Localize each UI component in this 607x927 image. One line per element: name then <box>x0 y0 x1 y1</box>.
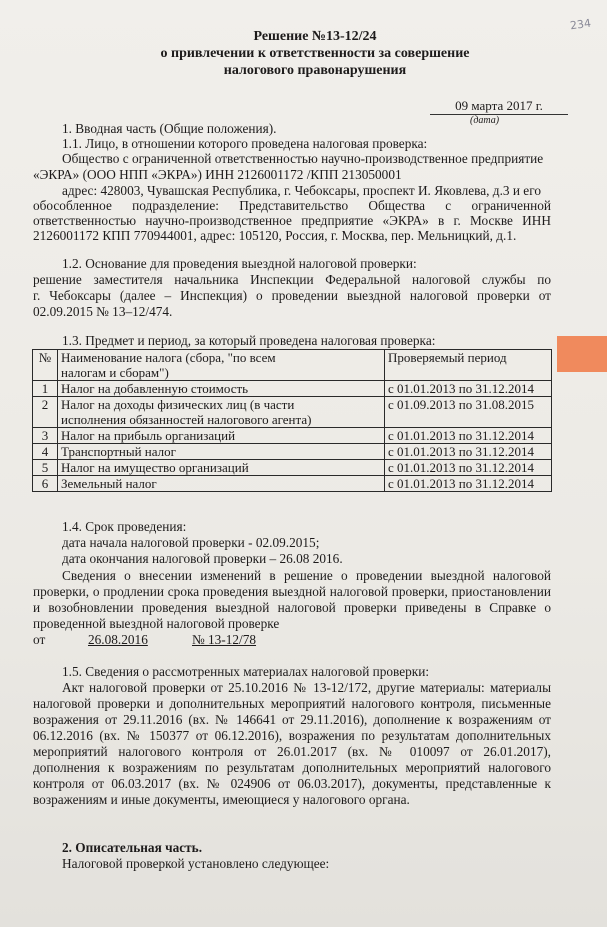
org-name-line1: Общество с ограниченной ответственностью научно-производственное предприятие <box>62 151 544 166</box>
section12-line1: решение заместителя начальника Инспекции Федеральной налоговой службы по <box>33 272 551 287</box>
changes-info-line2: проверки, о продлении срока проведения выездной налоговой проверки, приостановлении <box>33 584 551 599</box>
org-address: адрес: 428003, Чувашская Республика, г. Чебоксары, проспект И. Яковлева, д.3 и его <box>62 183 541 198</box>
section12-line3: 02.09.2015 № 13–12/474. <box>33 304 173 319</box>
table-row <box>33 428 552 444</box>
check-end-date: дата окончания налоговой проверки – 26.08 2016. <box>62 551 343 566</box>
section15-heading: 1.5. Сведения о рассмотренных материалах налоговой проверки: <box>62 664 430 679</box>
row-tax-name-line1: Налог на доходы физических лиц (в части <box>61 397 295 412</box>
section14-heading: 1.4. Срок проведения: <box>62 519 187 534</box>
row-number: 2 <box>33 397 58 428</box>
header-tax-name <box>58 350 385 381</box>
section11-heading: 1.1. Лицо, в отношении которого проведена налоговая проверка: <box>62 136 428 151</box>
header-tax-name-line1: Наименование налога (сбора, "по всем <box>61 350 276 365</box>
changes-info-line3: и возобновлении проведения выездной налоговой проверки приведены в Справке о <box>33 600 551 615</box>
decision-date: 09 марта 2017 г. <box>430 98 568 115</box>
org-name-line2: «ЭКРА» (ООО НПП «ЭКРА») ИНН 2126001172 /КПП 213050001 <box>33 167 402 182</box>
section2-line1: Налоговой проверкой установлено следующее: <box>62 856 330 871</box>
check-start-date: дата начала налоговой проверки - 02.09.2015; <box>62 535 320 550</box>
changes-info-line1: Сведения о внесении изменений в решение о проведении выездной налоговой <box>62 568 551 583</box>
table-row <box>33 444 552 460</box>
section1-heading: 1. Вводная часть (Общие положения). <box>62 121 277 136</box>
orange-sticky-tab <box>557 336 607 372</box>
changes-info-line4: проведенной выездной налоговой проверке <box>33 616 280 631</box>
reference-number: № 13-12/78 <box>192 632 257 647</box>
row-period: с 01.01.2013 по 31.12.2014 <box>385 428 552 444</box>
row-tax-name: Налог на добавленную стоимость <box>58 381 385 397</box>
row-period: с 01.01.2013 по 31.12.2014 <box>385 460 552 476</box>
table-header-row <box>33 350 552 381</box>
materials-line3: возражения от 29.11.2016 (вх. № 146641 от 29.11.2016), дополнение к возражениям от <box>33 712 551 727</box>
row-tax-name-line2: исполнения обязанностей налогового агента) <box>61 412 312 427</box>
materials-line7: контроля от 06.03.2017 (вх. № 024906 от 06.03.2017), документы, представленные к <box>33 776 551 791</box>
header-period: Проверяемый период <box>385 350 552 381</box>
section12-heading: 1.2. Основание для проведения выездной налоговой проверки: <box>62 256 417 271</box>
row-tax-name: Транспортный налог <box>58 444 385 460</box>
materials-line8: возражениям и иные документы, имеющиеся у налогового органа. <box>33 792 410 807</box>
table-row <box>33 460 552 476</box>
header-number: № <box>33 350 58 381</box>
row-period: с 01.01.2013 по 31.12.2014 <box>385 476 552 492</box>
row-period: с 01.01.2013 по 31.12.2014 <box>385 381 552 397</box>
row-number: 3 <box>33 428 58 444</box>
decision-title: Решение №13-12/24 <box>253 29 377 44</box>
branch-line1: обособленное подразделение: Представительство Общества с ограниченной <box>33 198 551 213</box>
handwritten-page-number: 234 <box>569 16 592 33</box>
row-number: 1 <box>33 381 58 397</box>
table-row <box>33 476 552 492</box>
row-tax-name: Налог на прибыль организаций <box>58 428 385 444</box>
table-row <box>33 381 552 397</box>
branch-line2: ответственностью научно-производственное предприятие «ЭКРА» в г. Москве ИНН <box>33 213 551 228</box>
row-tax-name <box>58 397 385 428</box>
reference-date: 26.08.2016 <box>88 632 148 647</box>
table-row <box>33 397 552 428</box>
branch-line3: 2126001172 КПП 770944001, адрес: 105120, Россия, г. Москва, пер. Мельницкий, д.1. <box>33 228 517 243</box>
section2-heading: 2. Описательная часть. <box>62 840 203 855</box>
section13-heading: 1.3. Предмет и период, за который проведена налоговая проверка: <box>62 333 436 348</box>
tax-table <box>32 349 552 492</box>
decision-subtitle-1: о привлечении к ответственности за совершение <box>160 46 470 61</box>
row-period: с 01.01.2013 по 31.12.2014 <box>385 444 552 460</box>
header-tax-name-line2: налогам и сборам") <box>61 365 169 380</box>
materials-line6: дополнения к возражениям по результатам дополнительных мероприятий налогового <box>33 760 551 775</box>
date-caption: (дата) <box>470 115 500 126</box>
row-number: 5 <box>33 460 58 476</box>
row-number: 6 <box>33 476 58 492</box>
row-period: с 01.09.2013 по 31.08.2015 <box>385 397 552 428</box>
reference-from: от <box>33 632 46 647</box>
decision-subtitle-2: налогового правонарушения <box>223 63 407 78</box>
materials-line5: мероприятий налогового контроля от 26.01.2017 (вх. № 010097 от 26.01.2017), <box>33 744 551 759</box>
materials-line2: налоговой проверки и дополнительных мероприятий налогового контроля, письменные <box>33 696 551 711</box>
row-tax-name: Налог на имущество организаций <box>58 460 385 476</box>
materials-line1: Акт налоговой проверки от 25.10.2016 № 13-12/172, другие материалы: материалы <box>62 680 551 695</box>
materials-line4: 06.12.2016 (вх. № 150377 от 06.12.2016), возражения по результатам дополнительных <box>33 728 551 743</box>
row-tax-name: Земельный налог <box>58 476 385 492</box>
row-number: 4 <box>33 444 58 460</box>
section12-line2: г. Чебоксары (далее – Инспекция) о проведении выездной налоговой проверки от <box>33 288 551 303</box>
